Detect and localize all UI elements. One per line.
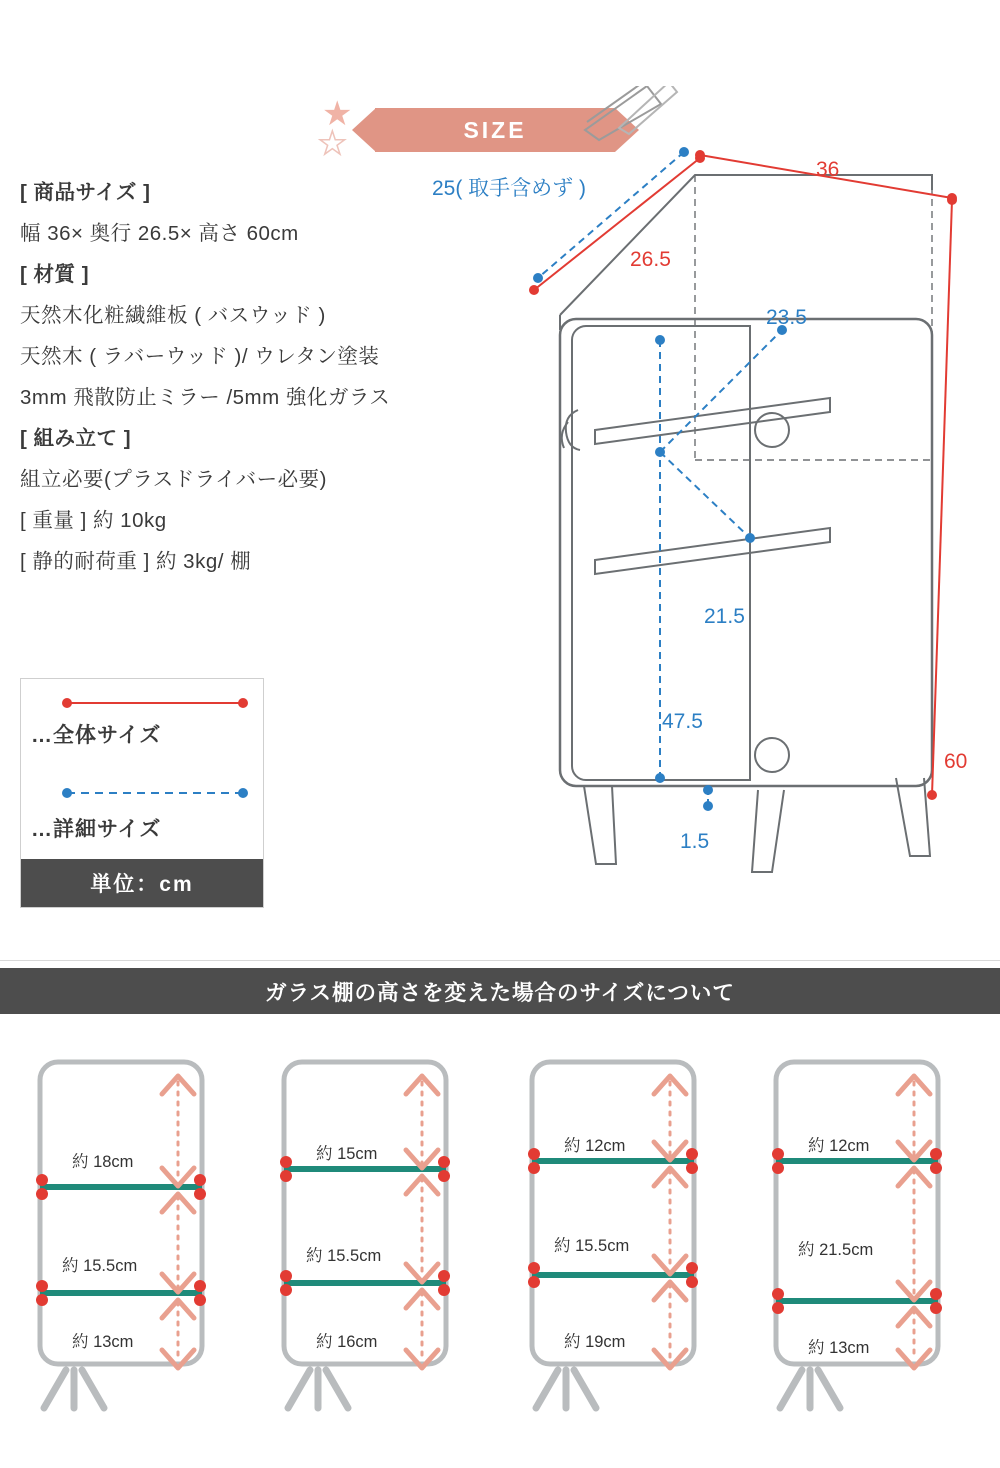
variation-4-middle-label: 約 21.5cm [798, 1241, 874, 1259]
legend-detail-label: …詳細サイズ [31, 818, 162, 841]
spec-line-8: [ 重量 ] 約 10kg [20, 509, 167, 532]
variation-1-top-label: 約 18cm [72, 1153, 134, 1171]
cabinet-drawing [500, 130, 1000, 920]
legend-box [20, 678, 264, 908]
variation-cabinet-1 [0, 1040, 240, 1430]
variation-1-bottom-label: 約 13cm [72, 1333, 134, 1351]
banner-tail-left [352, 108, 376, 152]
shelf-variation-row [0, 1040, 1000, 1430]
variation-2-bottom-label: 約 16cm [316, 1333, 378, 1351]
annotation-height: 60 [944, 750, 968, 773]
legend-unit-bar [21, 859, 263, 907]
spec-line-9: [ 静的耐荷重 ] 約 3kg/ 棚 [20, 550, 252, 573]
annotation-shelf-gap: 21.5 [704, 605, 745, 628]
section2-heading: ガラス棚の高さを変えた場合のサイズについて [265, 980, 735, 1005]
variation-4-top-label: 約 12cm [808, 1137, 870, 1155]
variation-cabinet-4-drawing [736, 1040, 976, 1420]
variation-cabinet-3-drawing [492, 1040, 732, 1420]
legend-overall-label: …全体サイズ [31, 724, 162, 747]
variation-2-middle-label: 約 15.5cm [306, 1247, 382, 1265]
variation-cabinet-2 [244, 1040, 484, 1430]
product-spec-list [20, 172, 500, 582]
spec-line-5: 3mm 飛散防止ミラー /5mm 強化ガラス [20, 386, 391, 409]
variation-4-bottom-label: 約 13cm [808, 1339, 870, 1357]
annotation-inner-depth: 23.5 [766, 306, 807, 329]
spec-line-3: 天然木化粧繊維板 ( バスウッド ) [20, 304, 326, 327]
variation-3-top-label: 約 12cm [564, 1137, 626, 1155]
cabinet-dimension-diagram [432, 130, 1000, 920]
section-divider [0, 960, 1000, 961]
spec-line-1: 幅 36× 奥行 26.5× 高さ 60cm [20, 222, 299, 245]
spec-line-7: 組立必要(プラスドライバー必要) [20, 468, 328, 491]
variation-3-middle-label: 約 15.5cm [554, 1237, 630, 1255]
variation-cabinet-4 [736, 1040, 976, 1430]
variation-3-bottom-label: 約 19cm [564, 1333, 626, 1351]
section2-heading-bar [0, 968, 1000, 1014]
banner-title: SIZE [463, 116, 527, 143]
size-banner [0, 48, 1000, 161]
star-icon-filled: ★ [322, 95, 353, 133]
annotation-base-gap: 1.5 [680, 830, 710, 853]
variation-cabinet-3 [492, 1040, 732, 1430]
spec-line-0: [ 商品サイズ ] [20, 181, 151, 204]
star-icon-outline: ★ [318, 125, 347, 161]
spec-line-2: [ 材質 ] [20, 263, 90, 286]
variation-cabinet-2-drawing [244, 1040, 484, 1420]
annotation-depth-no-handle: 25( 取手含めず ) [432, 177, 587, 200]
variation-cabinet-1-drawing [0, 1040, 240, 1420]
annotation-inner-height: 47.5 [662, 710, 703, 733]
variation-2-top-label: 約 15cm [316, 1145, 378, 1163]
spec-line-6: [ 組み立て ] [20, 427, 132, 450]
legend-unit-label: 単位：cm [90, 873, 194, 896]
variation-1-middle-label: 約 15.5cm [62, 1257, 138, 1275]
annotation-depth: 26.5 [630, 248, 671, 271]
spec-line-4: 天然木 ( ラバーウッド )/ ウレタン塗装 [20, 345, 380, 368]
annotation-width-top: 36 [816, 158, 840, 181]
